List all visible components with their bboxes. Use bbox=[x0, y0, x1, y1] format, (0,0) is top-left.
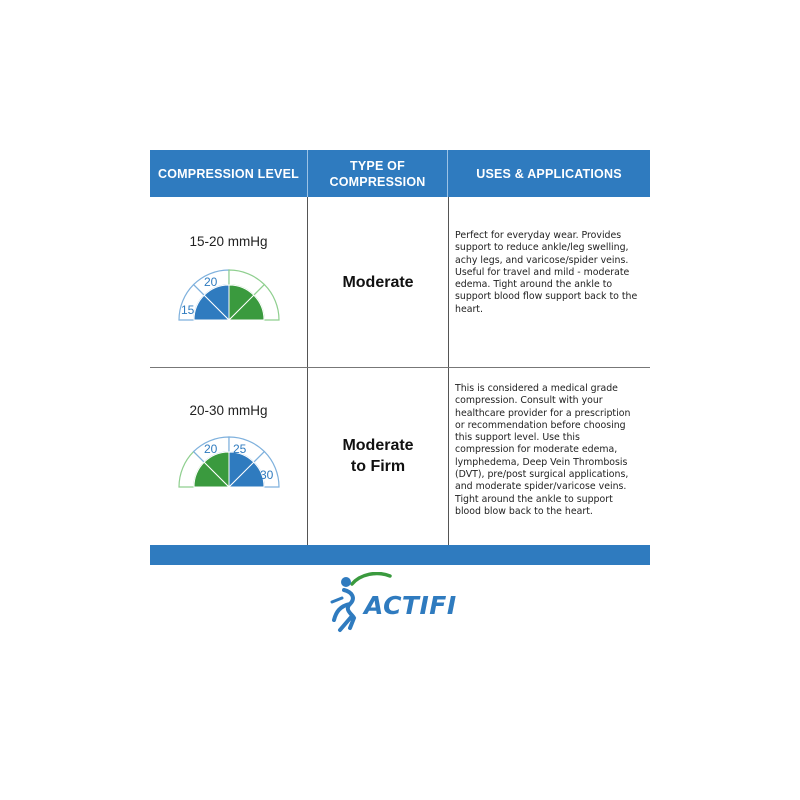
gauge-number: 20 bbox=[204, 275, 218, 289]
compression-table bbox=[150, 150, 650, 565]
header-compression-level: COMPRESSION LEVEL bbox=[158, 166, 299, 181]
gauge-icon bbox=[175, 429, 283, 489]
compression-type-line1: Moderate bbox=[342, 274, 414, 291]
table-header bbox=[150, 150, 650, 197]
table-footer-bar bbox=[150, 545, 650, 565]
logo-wordmark: ACTIFI bbox=[364, 591, 457, 620]
compression-type-line2: to Firm bbox=[350, 458, 406, 475]
gauge-number: 25 bbox=[233, 442, 247, 456]
uses-description: This is considered a medical grade compression. Consult with your healthcare provider for a prescription or recommendation before choosing this support level. Use this compression for moderate edema, lymphedema, Deep Vein Thrombosis (DVT), pre/post surgical applications, and moderate spider/varicose veins. Tight around the ankle to support blood blow back to the heart. bbox=[455, 383, 631, 517]
header-uses-applications: USES & APPLICATIONS bbox=[476, 166, 622, 181]
header-type-line2: COMPRESSION bbox=[329, 174, 426, 189]
header-type-of-compression bbox=[307, 150, 448, 197]
gauge-number: 15 bbox=[181, 303, 195, 317]
table-row bbox=[150, 198, 650, 368]
compression-type bbox=[308, 435, 448, 477]
gauge-icon bbox=[175, 262, 283, 322]
table-row bbox=[150, 369, 650, 545]
header-type-line1: TYPE OF bbox=[350, 158, 405, 173]
gauge-number: 30 bbox=[260, 468, 274, 482]
compression-type-line1: Moderate bbox=[342, 437, 414, 454]
compression-level-label: 15-20 mmHg bbox=[189, 234, 268, 249]
uses-description: Perfect for everyday wear. Provides support to reduce ankle/leg swelling, achy legs, and varicose/spider veins. Useful for travel and mild - moderate edema. Tight around the ankle to support blood flow support back to the heart. bbox=[455, 230, 638, 315]
compression-type bbox=[308, 272, 448, 293]
compression-level-label: 20-30 mmHg bbox=[189, 403, 268, 418]
gauge-number: 20 bbox=[204, 442, 218, 456]
